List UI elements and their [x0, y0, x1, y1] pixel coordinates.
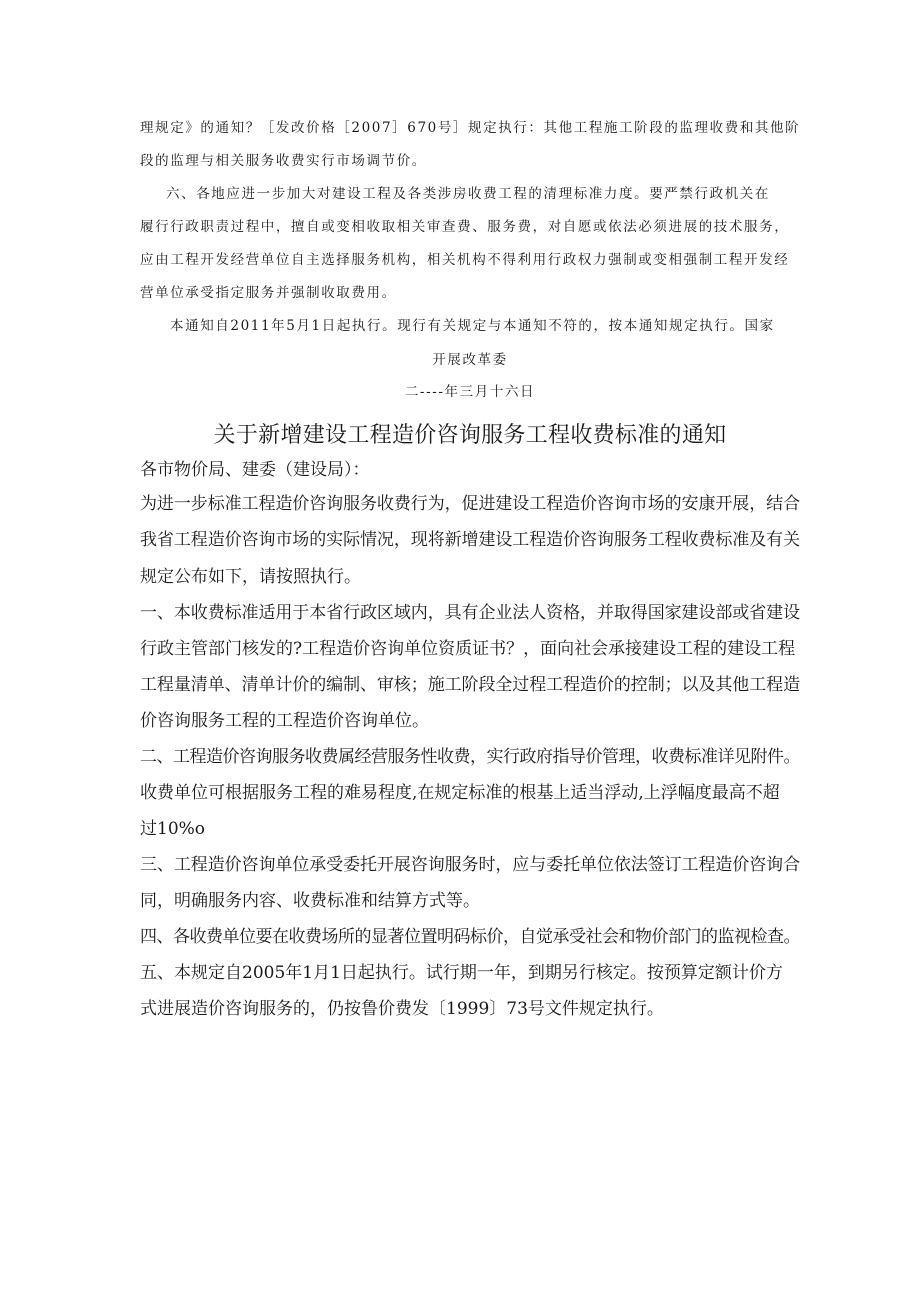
notice1-line: 本通知自2011年5月1日起执行。现行有关规定与本通知不符的，按本通知规定执行。国家 — [170, 318, 775, 334]
notice1-line: 履行行政职责过程中，擅自或变相收取相关审查费、服务费，对自愿或依法必须进展的技术服务， — [140, 219, 790, 235]
notice1-date: 二----年三月十六日 — [404, 384, 536, 400]
notice2-line: 同，明确服务内容、收费标准和结算方式等。 — [140, 891, 480, 911]
notice2-line: 规定公布如下，请按照执行。 — [140, 567, 361, 587]
notice2-line: 价咨询服务工程的工程造价咨询单位。 — [140, 711, 429, 731]
notice2-line: 我省工程造价咨询市场的实际情况，现将新增建设工程造价咨询服务工程收费标准及有关 — [140, 530, 800, 550]
notice2-line: 行政主管部门核发的?工程造价咨询单位资质证书？，面向社会承接建设工程的建设工程 — [140, 639, 796, 659]
notice2-title: 关于新增建设工程造价咨询服务工程收费标准的通知 — [213, 423, 727, 448]
notice2-line: 五、本规定自2005年1月1日起执行。试行期一年，到期另行核定。按预算定额计价方 — [140, 963, 783, 983]
notice2-line: 工程量清单、清单计价的编制、审核；施工阶段全过程工程造价的控制；以及其他工程造 — [140, 675, 800, 695]
notice2-line: 一、本收费标准适用于本省行政区域内，具有企业法人资格，并取得国家建设部或省建设 — [140, 603, 800, 623]
notice2-line: 各市物价局、建委（建设局）： — [140, 460, 370, 480]
notice2-line: 四、各收费单位要在收费场所的显著位置明码标价，自觉承受社会和物价部门的监视检查。 — [140, 927, 800, 947]
notice2-line: 式进展造价咨询服务的，仍按鲁价费发〔1999〕73号文件规定执行。 — [140, 999, 664, 1019]
notice2-line: 二、工程造价咨询服务收费属经营服务性收费，实行政府指导价管理，收费标准详见附件。 — [140, 747, 800, 767]
notice2-line: 三、工程造价咨询单位承受委托开展咨询服务时，应与委托单位依法签订工程造价咨询合 — [140, 855, 800, 875]
notice1-line: 六、各地应进一步加大对建设工程及各类涉房收费工程的清理标准力度。要严禁行政机关在 — [166, 186, 770, 202]
notice1-signature: 开展改革委 — [432, 352, 508, 368]
notice1-line: 理规定》的通知？［发改价格［2007］670号］规定执行：其他工程施工阶段的监理收费和其他阶 — [140, 120, 801, 136]
notice2-line: 为进一步标准工程造价咨询服务收费行为，促进建设工程造价咨询市场的安康开展，结合 — [140, 494, 800, 514]
notice2-line: 过10%o — [140, 819, 206, 839]
notice1-line: 应由工程开发经营单位自主选择服务机构，相关机构不得利用行政权力强制或变相强制工程开发经 — [140, 252, 790, 268]
notice2-line: 收费单位可根据服务工程的难易程度,在规定标准的根基上适当浮动,上浮幅度最高不超 — [140, 783, 780, 803]
notice1-line: 营单位承受指定服务并强制收取费用。 — [140, 285, 397, 301]
notice1-line: 段的监理与相关服务收费实行市场调节价。 — [140, 153, 427, 169]
